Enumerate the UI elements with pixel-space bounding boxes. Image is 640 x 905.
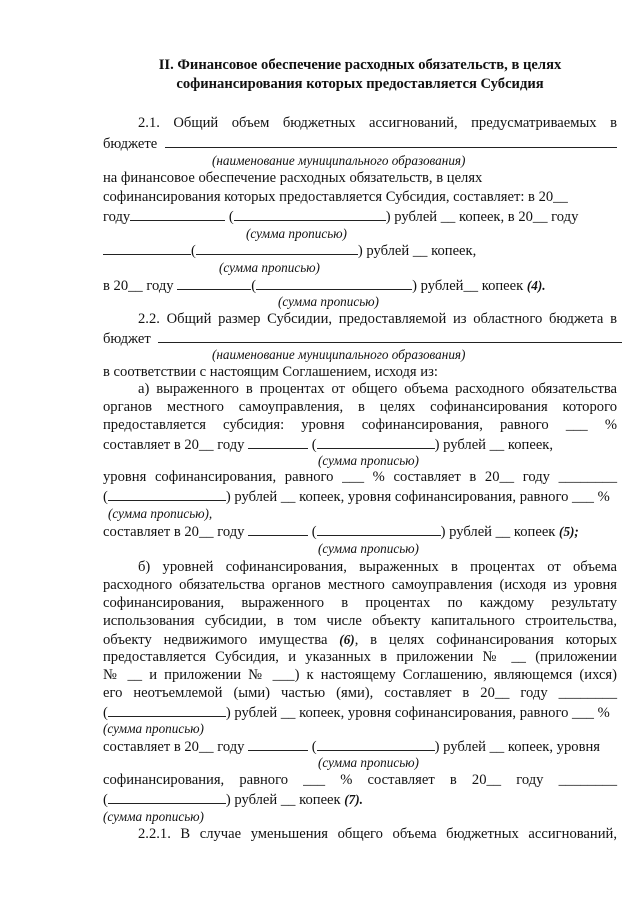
text-rubles: ) рублей __ копеек, [434, 437, 554, 453]
caption-sum-words: (сумма прописью) [318, 755, 419, 770]
p22-b-line-7: № __ и приложении № ___) к настоящему Соглашению, являющемся (ихся) [103, 667, 617, 683]
municipality-blank [158, 329, 622, 343]
text-year: составляет в 20__ году [103, 524, 245, 540]
footnote-ref: (4). [526, 278, 546, 293]
caption-sum-words: (сумма прописью) [278, 294, 379, 309]
amount-blank [248, 522, 308, 536]
amount-words-blank [108, 703, 226, 717]
p22-b-line-4: использования субсидии, в том числе объекту капитального строительства, [103, 613, 617, 629]
p22-b-line-2: расходного обязательства органов местного самоуправления (исходя из уровня [103, 577, 617, 593]
p22-b-line-1: б) уровней софинансирования, выраженных в процентах от объема [138, 559, 617, 575]
paren-open: ( [103, 705, 108, 721]
p22-b-line-3: софинансирования, выраженного в процентах по каждому результату [103, 595, 617, 611]
amount-words-blank [108, 487, 226, 501]
p21-line-6 [103, 241, 476, 260]
text-rubles: ) рублей __ копеек [225, 792, 341, 808]
caption-sum-words: (сумма прописью) [103, 809, 204, 824]
municipality-blank [165, 134, 617, 148]
text-rubles: ) рублей __ копеек, уровня софинансирования, равного ___ % [225, 489, 610, 505]
paren-open: ( [311, 437, 317, 453]
text: , в целях софинансирования которых [354, 632, 618, 648]
amount-words-blank [317, 435, 435, 449]
amount-blank [248, 435, 308, 449]
amount-words-blank [317, 522, 441, 536]
text-year: в 20__ году [103, 278, 174, 294]
footnote-ref: (6) [339, 632, 355, 647]
paren-open: ( [311, 739, 317, 755]
p22-b-line-5 [103, 631, 617, 649]
caption-sum-words: (сумма прописью) [103, 721, 204, 736]
amount-blank [130, 207, 225, 221]
p22-line-1: 2.2. Общий размер Субсидии, предоставляемой из областного бюджета в [138, 311, 617, 327]
p22-a-line-1: а) выраженного в процентах от общего объема расходного обязательства [138, 381, 617, 397]
p221-line-1: 2.2.1. В случае уменьшения общего объема бюджетных ассигнований, [138, 826, 617, 842]
p22-a-line-6 [103, 487, 610, 506]
p22-budget-label: бюджет [103, 331, 151, 347]
footnote-ref: (5); [559, 524, 579, 539]
p22-a-line-7 [103, 522, 579, 541]
text-rubles: ) рублей __ копеек, уровня [434, 739, 600, 755]
paren-open: ( [311, 524, 317, 540]
caption-sum-words: (сумма прописью) [318, 453, 419, 468]
p22-b-line-6: предоставляется Субсидия, и указанных в приложении № __ (приложении [103, 649, 617, 665]
text-rubles: ) рублей __ копеек, в 20__ году [385, 209, 579, 225]
caption-municipality: (наименование муниципального образования) [212, 347, 466, 362]
amount-blank [103, 241, 191, 255]
paren-open: ( [251, 278, 257, 294]
p22-b-line-12 [103, 790, 363, 809]
p21-budget-label: бюджете [103, 136, 158, 152]
p22-b-line-11: софинансирования, равного ___ % составляет в 20__ году ________ [103, 772, 617, 788]
caption-sum-words: (сумма прописью), [108, 506, 213, 521]
caption-sum-words: (сумма прописью) [318, 541, 419, 556]
amount-words-blank [256, 276, 412, 290]
text-rubles: ) рублей __ копеек, уровня софинансирования, равного ___ % [225, 705, 610, 721]
text-year: составляет в 20__ году [103, 437, 245, 453]
p21-line-5 [103, 207, 578, 226]
footnote-ref: (7). [344, 792, 363, 807]
caption-sum-words: (сумма прописью) [219, 260, 320, 275]
p21-line-2 [103, 134, 617, 153]
paren-open: ( [191, 243, 196, 259]
text-year: составляет в 20__ году [103, 739, 245, 755]
paren-open: ( [228, 209, 234, 225]
amount-words-blank [317, 737, 435, 751]
section-title-line-1: II. Финансовое обеспечение расходных обязательств, в целях [158, 57, 562, 73]
amount-blank [248, 737, 308, 751]
p21-line-3: на финансовое обеспечение расходных обязательств, в целях [103, 170, 483, 186]
amount-words-blank [234, 207, 386, 221]
paren-open: ( [103, 489, 108, 505]
amount-blank [177, 276, 251, 290]
p21-line-1: 2.1. Общий объем бюджетных ассигнований, предусматриваемых в [138, 115, 617, 131]
paren-open: ( [103, 792, 108, 808]
caption-municipality: (наименование муниципального образования) [212, 153, 466, 168]
text: объекту недвижимого имущества [103, 632, 328, 648]
amount-words-blank [108, 790, 226, 804]
text-year: году [103, 209, 131, 225]
p22-a-line-5: уровня софинансирования, равного ___ % составляет в 20__ году ________ [103, 469, 617, 485]
p22-line-3: в соответствии с настоящим Соглашением, исходя из: [103, 364, 438, 380]
caption-sum-words: (сумма прописью) [246, 226, 347, 241]
p21-line-4: софинансирования которых предоставляется Субсидия, составляет: в 20__ [103, 189, 568, 205]
text-rubles: ) рублей__ копеек [412, 278, 524, 294]
amount-words-blank [196, 241, 358, 255]
p22-b-line-8: его неотъемлемой (ыми) частью (ями), составляет в 20__ году ________ [103, 685, 617, 701]
text-rubles: ) рублей __ копеек, [357, 243, 477, 259]
text-rubles: ) рублей __ копеек [440, 524, 556, 540]
section-title-line-2: софинансирования которых предоставляется Субсидия [176, 76, 544, 92]
p22-a-line-2: органов местного самоуправления, в целях софинансирования которого [103, 399, 617, 415]
p22-a-line-3: предоставляется субсидия: уровня софинансирования, равного ___ % [103, 417, 617, 433]
